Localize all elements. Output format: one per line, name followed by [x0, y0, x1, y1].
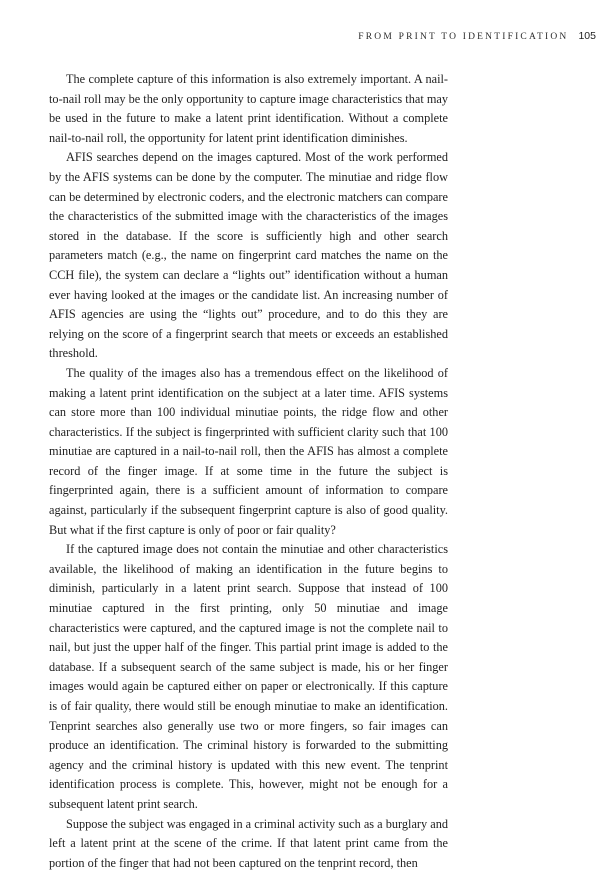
running-title: FROM PRINT TO IDENTIFICATION [358, 32, 569, 42]
paragraph: The complete capture of this information is also extremely important. A nail-to-nail roll may be the only opportunity to capture image characteristics that may be used in the future to make a latent print identification. Without a complete nail-to-nail roll, the opportunity for latent print identification diminishes. [49, 72, 448, 145]
body-text [49, 70, 448, 873]
paragraph: Suppose the subject was engaged in a criminal activity such as a burglary and left a latent print at the scene of the crime. If that latent print came from the portion of the finger that had not been captured on the tenprint record, then [49, 816, 448, 870]
paragraph: If the captured image does not contain the minutiae and other characteristics available, the likelihood of making an identification in the future begins to diminish, particularly in a latent print search. Suppose that instead of 100 minutiae captured in the first printing, only 50 minutiae and image characteristics were captured, and the captured image is not the complete nail to nail, but just the upper half of the finger. This partial print image is added to the database. If a subsequent search of the same subject is made, his or her finger images would again be captured either on paper or electronically. If this capture is of fair quality, there would still be enough minutiae to make an identification. Tenprint searches also generally use two or more fingers, so fair images can produce an identification. The criminal history is forwarded to the submitting agency and the criminal history is updated with this new event. The tenprint identification process is complete. This, however, might not be enough for a subsequent latent print search. [49, 542, 448, 811]
paragraph: AFIS searches depend on the images captured. Most of the work performed by the AFIS systems can be done by the computer. The minutiae and ridge flow can be determined by electronic coders, and the electronic matchers can compare the characteristics of the submitted image with the characteristics of the images stored in the database. If the score is sufficiently high and other search parameters match (e.g., the name on fingerprint card matches the name on the CCH file), the system can declare a “lights out” identification without a human ever having looked at the images or the candidate list. An increasing number of AFIS agencies are using the “lights out” procedure, and to do this they are relying on the score of a fingerprint search that meets or exceeds an established threshold. [49, 150, 448, 361]
page-number: 105 [578, 30, 596, 42]
paragraph: The quality of the images also has a tremendous effect on the likelihood of making a latent print identification on the subject at a later time. AFIS systems can store more than 100 individual minutiae points, the ridge flow and other characteristics. If the subject is fingerprinted with sufficient clarity such that 100 minutiae are captured in a nail-to-nail roll, then the AFIS has almost a complete record of the finger image. If at some time in the future the subject is fingerprinted again, there is a sufficient amount of information to compare against, particularly if the subsequent fingerprint capture is also of good quality. But what if the first capture is only of poor or fair quality? [49, 365, 448, 537]
running-header [358, 30, 596, 44]
